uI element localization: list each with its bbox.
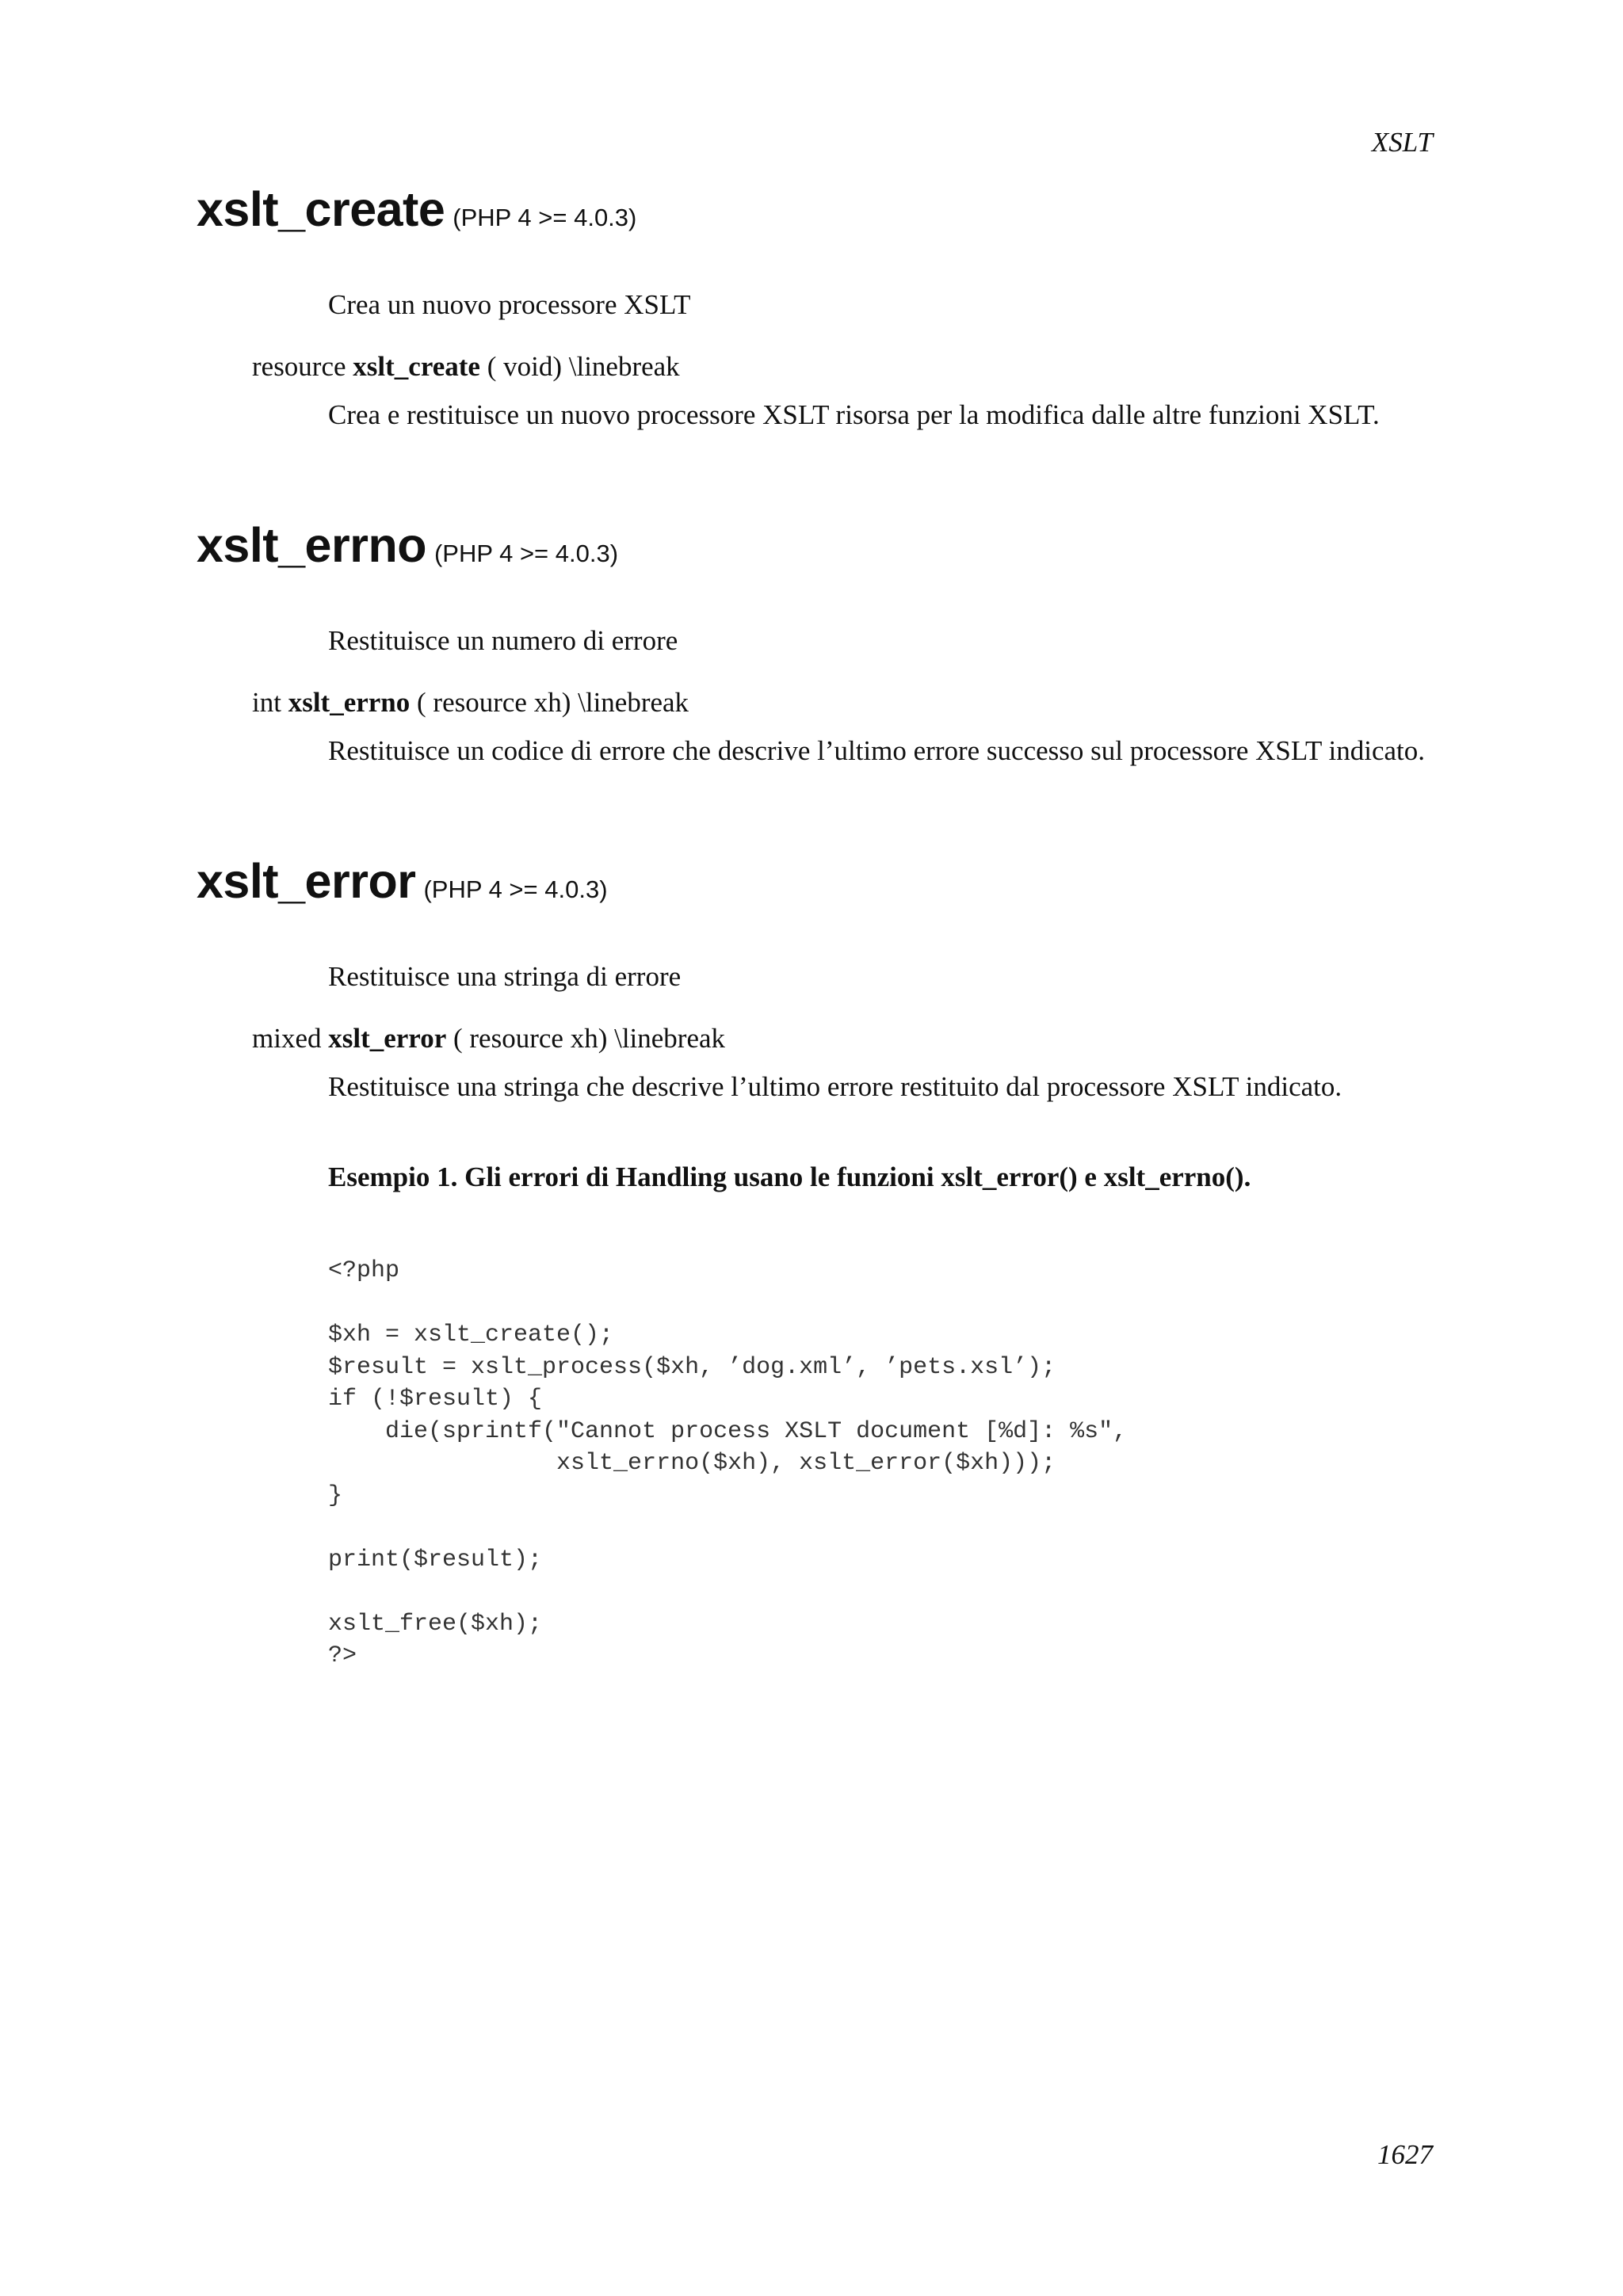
function-synopsis: [252, 1023, 725, 1055]
function-purpose: Crea un nuovo processore XSLT: [328, 289, 691, 320]
version-note: (PHP 4 >= 4.0.3): [423, 875, 608, 903]
synopsis-params: ( void) \linebreak: [487, 351, 680, 382]
example-title: Esempio 1. Gli errori di Handling usano le funzioni xslt_error() e xslt_errno().: [328, 1161, 1251, 1192]
function-name: xslt_error: [197, 854, 416, 908]
entry-title: [197, 182, 637, 236]
entry-title: [197, 854, 608, 908]
function-synopsis: [252, 351, 680, 383]
code-example: <?php $xh = xslt_create(); $result = xslt_process($xh, ’dog.xml’, ’pets.xsl’); if (!$result) { die(sprintf("Cannot process XSLT document [%d]: %s", xslt_errno($xh), xslt_error($xh))); } print($result); xslt_free($xh); ?>: [328, 1257, 1128, 1669]
function-name: xslt_errno: [197, 518, 426, 572]
version-note: (PHP 4 >= 4.0.3): [453, 204, 637, 231]
page-number: 1627: [1377, 2139, 1433, 2170]
function-purpose: Restituisce un numero di errore: [328, 625, 678, 656]
synopsis-function-name: xslt_create: [353, 351, 480, 382]
entry-title: [197, 518, 619, 572]
synopsis-function-name: xslt_error: [328, 1023, 447, 1054]
function-synopsis: [252, 687, 689, 719]
function-description: Crea e restituisce un nuovo processore XSLT risorsa per la modifica dalle altre funzioni XSLT.: [328, 399, 1380, 430]
running-header: XSLT: [1371, 127, 1433, 158]
function-purpose: Restituisce una stringa di errore: [328, 961, 682, 992]
synopsis-params: ( resource xh) \linebreak: [453, 1023, 726, 1054]
function-description: Restituisce una stringa che descrive l’ultimo errore restituito dal processore XSLT indicato.: [328, 1071, 1342, 1102]
return-type: int: [252, 687, 281, 718]
version-note: (PHP 4 >= 4.0.3): [433, 540, 619, 567]
return-type: mixed: [252, 1023, 322, 1054]
synopsis-params: ( resource xh) \linebreak: [417, 687, 689, 718]
return-type: resource: [252, 351, 346, 382]
function-name: xslt_create: [197, 182, 445, 236]
synopsis-function-name: xslt_errno: [288, 687, 411, 718]
function-description: Restituisce un codice di errore che descrive l’ultimo errore successo sul processore XSLT indicato.: [328, 735, 1426, 766]
